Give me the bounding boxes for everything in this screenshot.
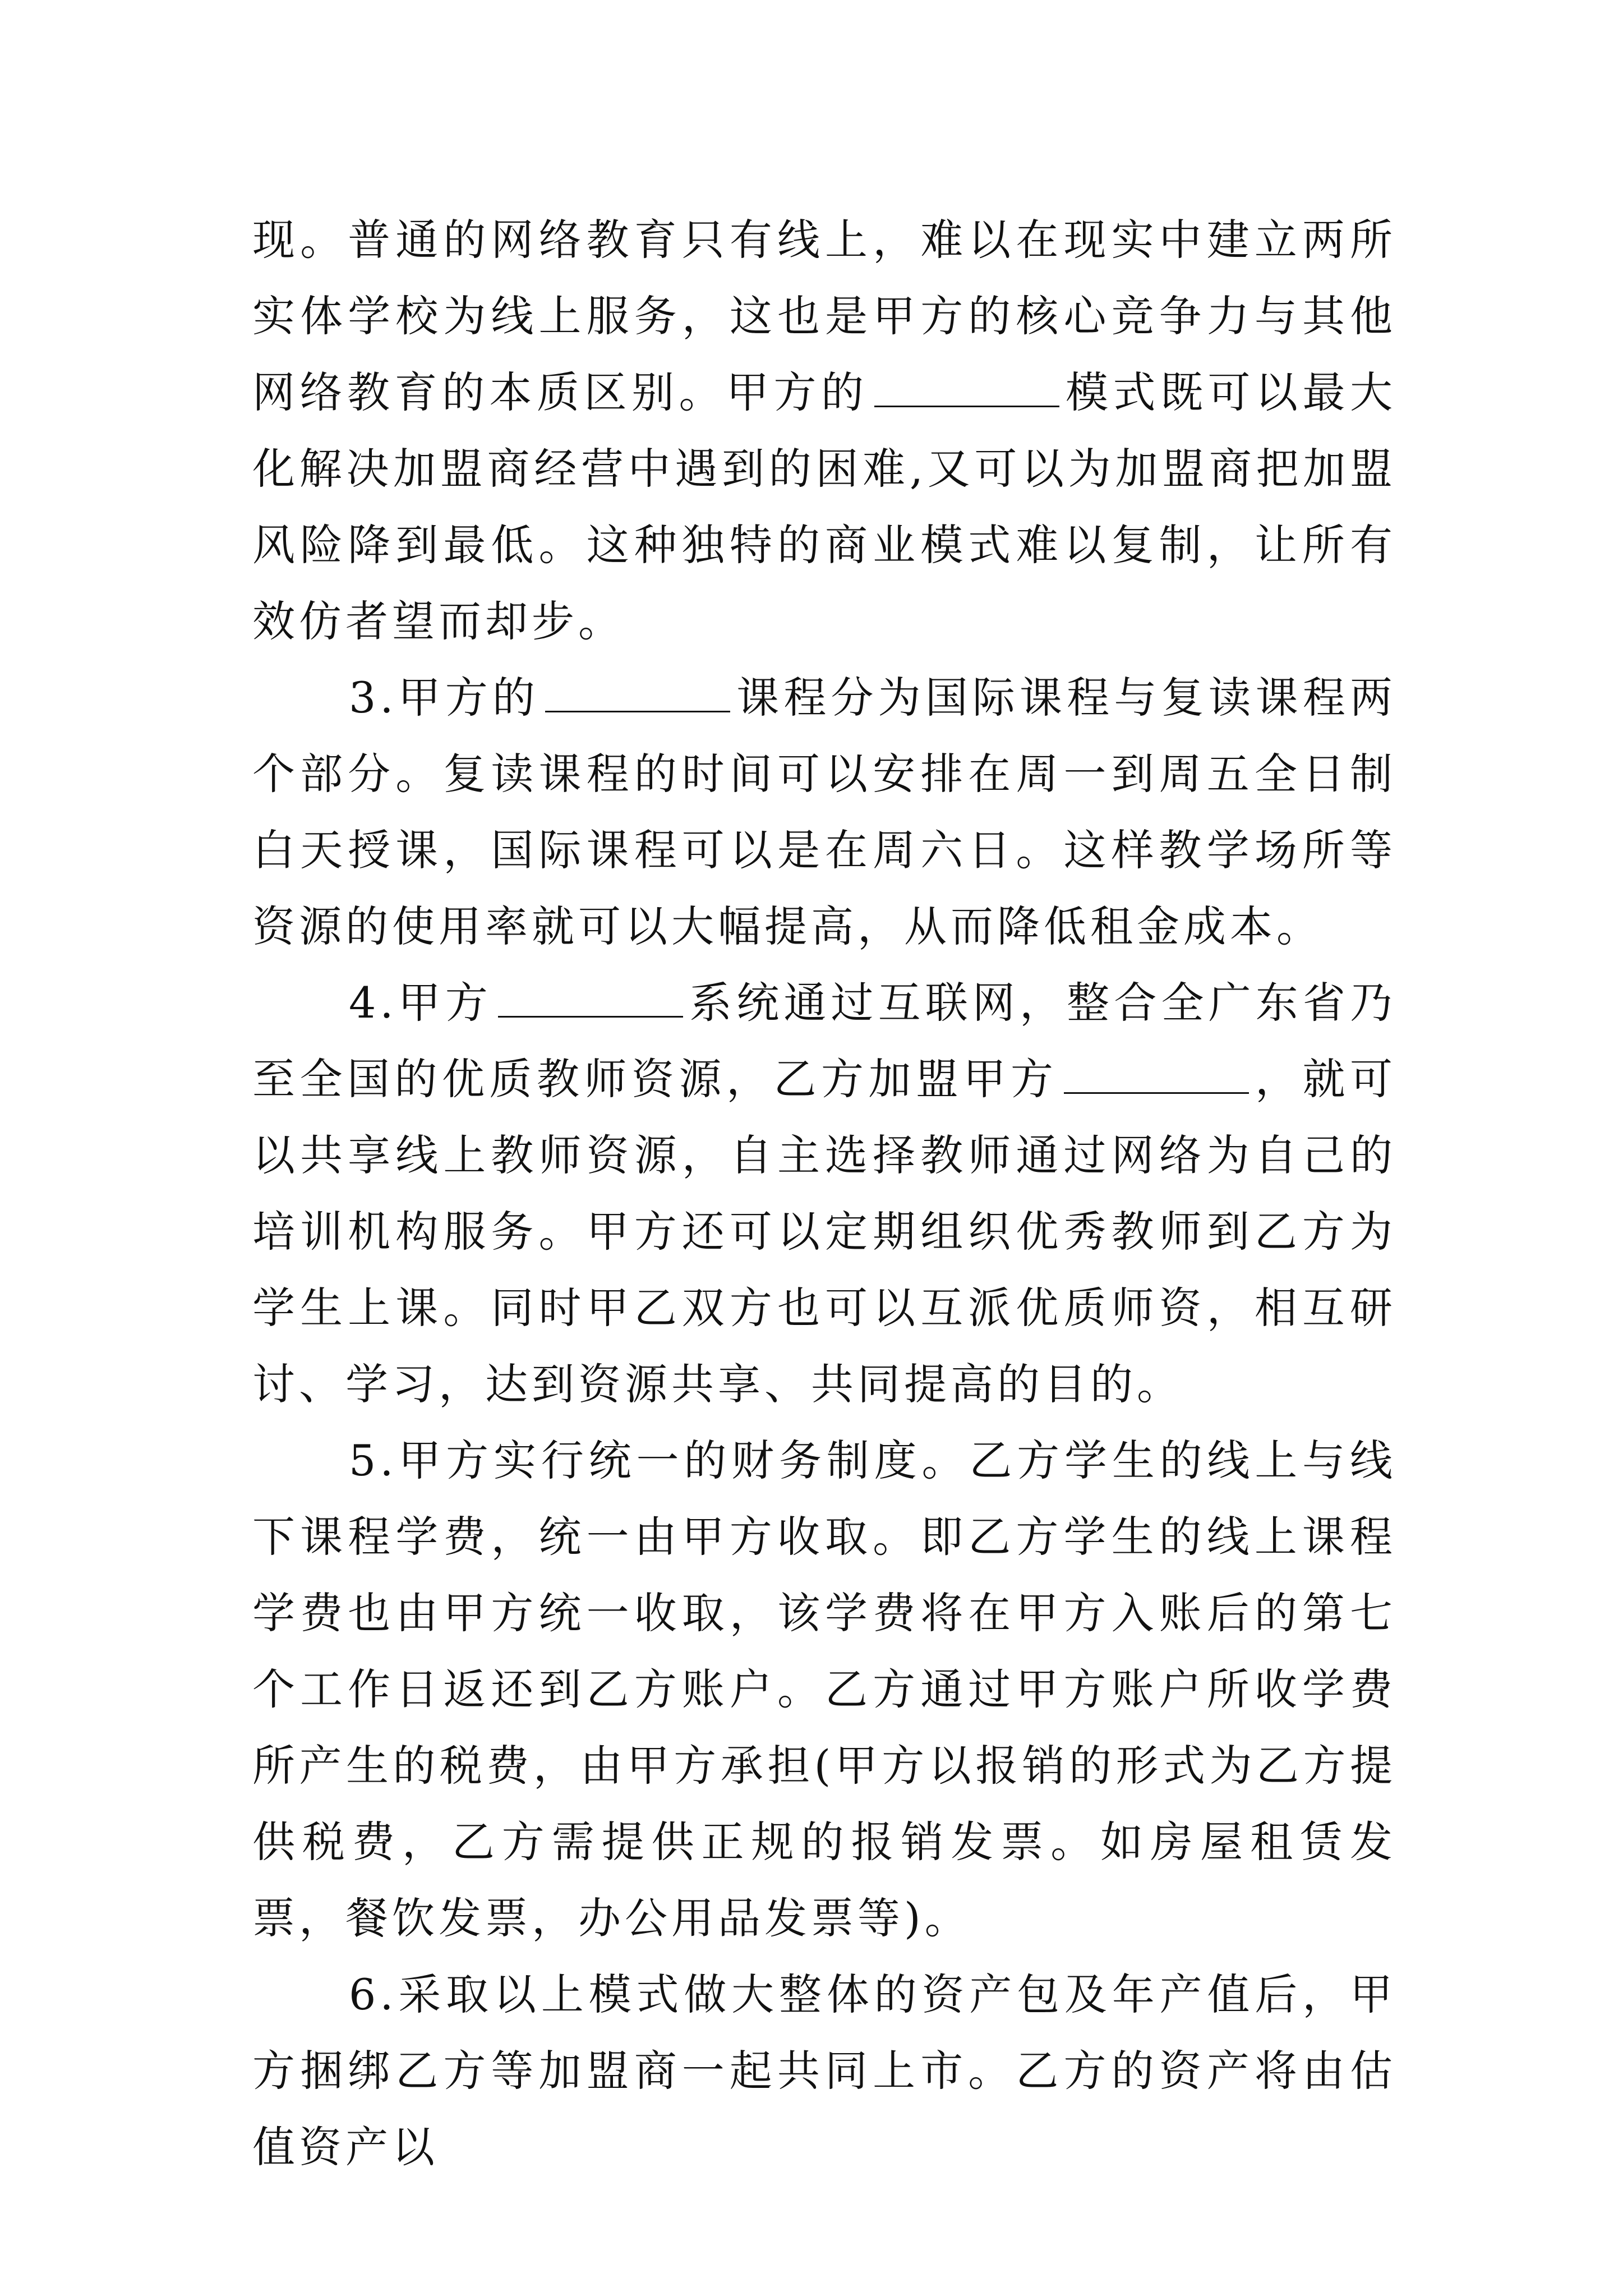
paragraph-text: 模式既可以最大化解决加盟商经营中遇到的困难,又可以为加盟商把加盟风险降到最低。这种独特的商业模式难以复制，让所有效仿者望而却步。 (252, 367, 1396, 646)
paragraph-text: 6.采取以上模式做大整体的资产包及年产值后，甲方捆绑乙方等加盟商一起共同上市。乙方的资产将由估值资产以 (252, 1970, 1396, 2172)
paragraph-text: 4.甲方 (349, 978, 492, 1028)
paragraph-text: 5.甲方实行统一的财务制度。乙方学生的线上与线下课程学费，统一由甲方收取。即乙方学生的线上课程学费也由甲方统一收取，该学费将在甲方入账后的第七个工作日返还到乙方账户。乙方通过甲方账户所收学费所产生的税费，由甲方承担(甲方以报销的形式为乙方提供税费，乙方需提供正规的报销发票。如房屋租赁发票，餐饮发票，办公用品发票等)。 (252, 1435, 1396, 1943)
paragraph-continuation (252, 202, 1396, 660)
paragraph-item-4 (252, 965, 1396, 1423)
paragraph-text: 现。普通的网络教育只有线上，难以在现实中建立两所实体学校为线上服务，这也是甲方的核心竞争力与其他网络教育的本质区别。甲方的 (252, 215, 1396, 417)
fill-in-blank (1064, 1059, 1249, 1094)
paragraph-text: 课程分为国际课程与复读课程两个部分。复读课程的时间可以安排在周一到周五全日制白天授课，国际课程可以是在周六日。这样教学场所等资源的使用率就可以大幅提高，从而降低租金成本。 (252, 673, 1397, 951)
fill-in-blank (545, 677, 730, 712)
paragraph-text: ，就可以共享线上教师资源，自主选择教师通过网络为自己的培训机构服务。甲方还可以定期组织优秀教师到乙方为学生上课。同时甲乙双方也可以互派优质师资，相互研讨、学习，达到资源共享、共同提高的目的。 (252, 1054, 1396, 1409)
fill-in-blank (498, 982, 683, 1018)
fill-in-blank (874, 372, 1059, 407)
paragraph-text: 系统通过互联网，整合全广东省乃至全国的优质教师资源，乙方加盟甲方 (252, 978, 1397, 1104)
paragraph-item-6 (252, 1957, 1396, 2185)
paragraph-item-5 (252, 1423, 1396, 1957)
document-page (252, 202, 1396, 2185)
paragraph-text: 3.甲方的 (349, 673, 540, 723)
paragraph-item-3 (252, 660, 1396, 965)
